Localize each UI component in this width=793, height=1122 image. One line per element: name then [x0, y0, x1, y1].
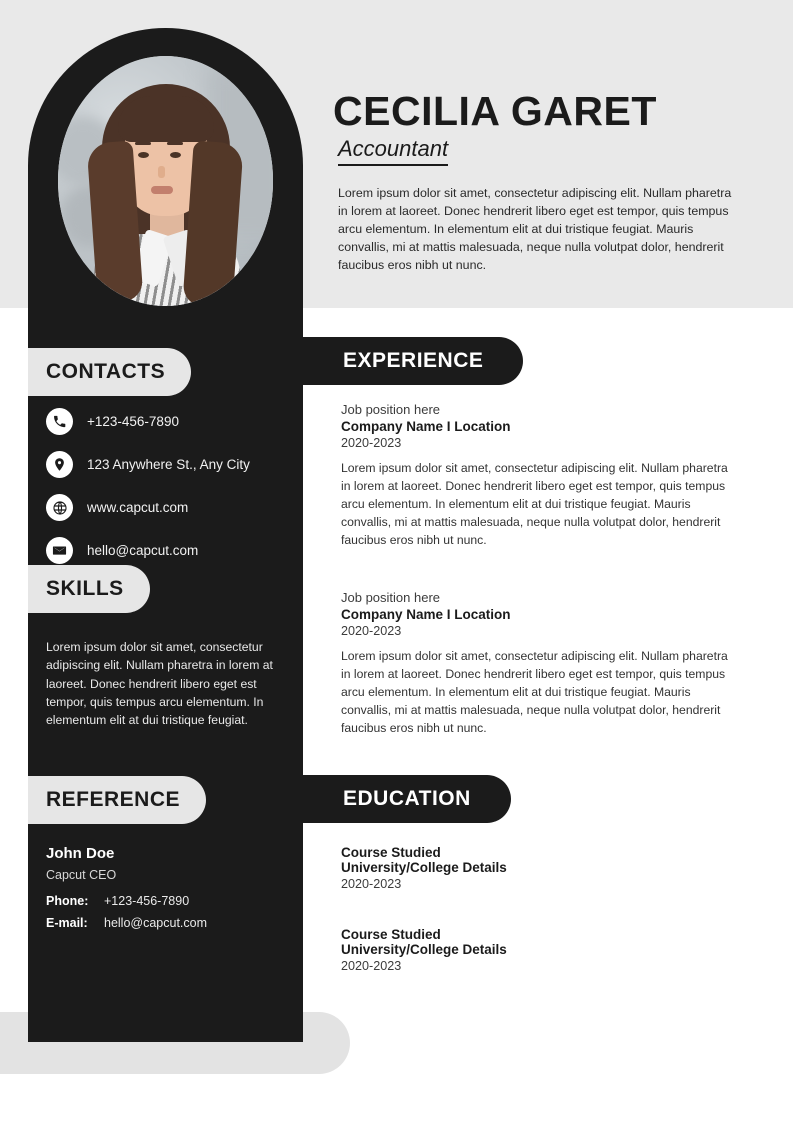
page-title: CECILIA GARET	[333, 88, 657, 134]
contact-item-email[interactable]	[46, 537, 296, 564]
reference-name: John Doe	[46, 845, 115, 862]
contact-item-phone	[46, 408, 296, 435]
experience-dates: 2020-2023	[341, 624, 402, 638]
reference-email-value: hello@capcut.com	[104, 916, 208, 930]
experience-description: Lorem ipsum dolor sit amet, consectetur adipiscing elit. Nullam pharetra in lorem at laoreet. Donec hendrerit libero eget est tempor, quis tempus arcu elementum. In elementum elit at dui tristique feugiat. Mauris convallis, mi at mattis malesuada, neque nulla volutpat dolor, hendrerit faucibus eros nibh ut nunc.	[341, 649, 728, 735]
experience-position: Job position here	[341, 590, 441, 605]
section-header-education: EDUCATION	[303, 775, 511, 823]
reference-phone-label: Phone:	[46, 894, 89, 908]
portrait-eye-left	[138, 152, 149, 158]
globe-icon	[46, 494, 73, 521]
contact-value-email: hello@capcut.com	[87, 543, 199, 558]
education-school: University/College Details	[341, 942, 507, 957]
experience-company: Company Name I Location	[341, 419, 511, 434]
portrait-nose	[158, 166, 165, 178]
contact-item-website[interactable]	[46, 494, 296, 521]
experience-company: Company Name I Location	[341, 607, 511, 622]
portrait-brow-right	[167, 142, 183, 145]
experience-position: Job position here	[341, 402, 441, 417]
reference-email-label: E-mail:	[46, 916, 88, 930]
job-role-underline	[338, 136, 448, 166]
portrait-brow-left	[135, 142, 151, 145]
experience-description: Lorem ipsum dolor sit amet, consectetur adipiscing elit. Nullam pharetra in lorem at laoreet. Donec hendrerit libero eget est tempor, quis tempus arcu elementum. In elementum elit at dui tristique feugiat. Mauris convallis, mi at mattis malesuada, neque nulla volutpat dolor, hendrerit faucibus eros nibh ut nunc.	[341, 461, 728, 547]
envelope-icon	[46, 537, 73, 564]
education-dates: 2020-2023	[341, 959, 402, 973]
section-header-contacts: CONTACTS	[28, 348, 191, 396]
experience-entry	[341, 590, 736, 738]
contact-item-address	[46, 451, 296, 478]
experience-dates: 2020-2023	[341, 436, 402, 450]
reference-phone-row	[46, 894, 189, 908]
location-pin-icon	[46, 451, 73, 478]
profile-photo	[58, 56, 273, 306]
reference-title: Capcut CEO	[46, 868, 117, 882]
contact-value-website: www.capcut.com	[87, 500, 189, 515]
contact-value-phone: +123-456-7890	[87, 414, 179, 429]
reference-email-row	[46, 916, 207, 930]
job-role: Accountant	[338, 136, 449, 161]
contact-value-address: 123 Anywhere St., Any City	[87, 457, 250, 472]
section-header-experience: EXPERIENCE	[303, 337, 523, 385]
education-dates: 2020-2023	[341, 877, 402, 891]
education-course: Course Studied	[341, 845, 441, 860]
portrait-fringe	[118, 96, 214, 142]
education-course: Course Studied	[341, 927, 441, 942]
education-school: University/College Details	[341, 860, 507, 875]
skills-description: Lorem ipsum dolor sit amet, consectetur adipiscing elit. Nullam pharetra in lorem at laoreet. Donec hendrerit libero eget est tempor, quis tempus arcu elementum. In elementum elit at dui tristique feugiat.	[46, 640, 273, 728]
portrait-eye-right	[170, 152, 181, 158]
section-header-reference: REFERENCE	[28, 776, 206, 824]
phone-icon	[46, 408, 73, 435]
experience-entry	[341, 402, 736, 550]
portrait-lips	[151, 186, 173, 194]
education-entry	[341, 845, 736, 891]
reference-phone-value: +123-456-7890	[104, 894, 190, 908]
education-entry	[341, 927, 736, 973]
profile-summary: Lorem ipsum dolor sit amet, consectetur adipiscing elit. Nullam pharetra in lorem at laoreet. Donec hendrerit libero eget est tempor, quis tempus arcu elementum. In elementum elit at dui tristique feugiat. Mauris convallis, mi at mattis malesuada, neque nulla volutpat dolor, hendrerit faucibus eros nibh ut nunc.	[338, 186, 732, 272]
section-header-skills: SKILLS	[28, 565, 150, 613]
contact-list	[46, 408, 296, 580]
